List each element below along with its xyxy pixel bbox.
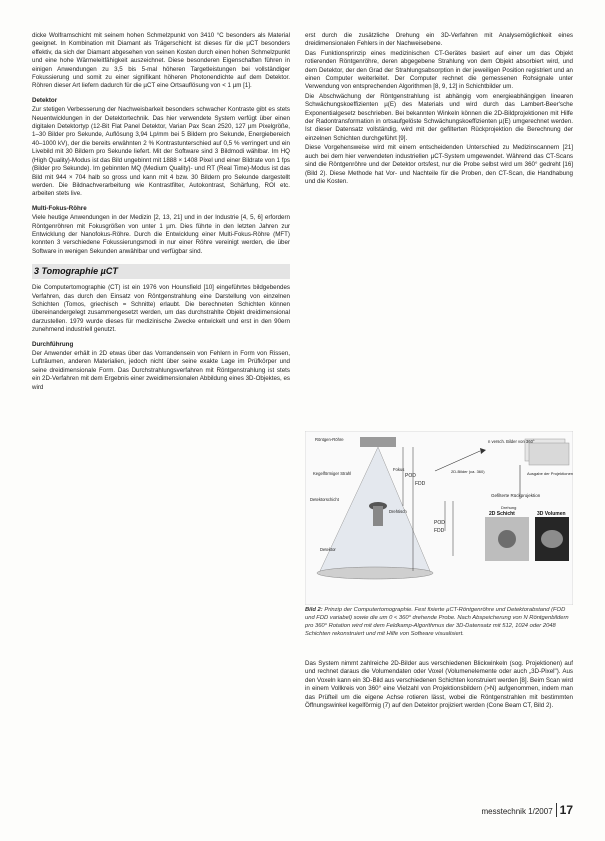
- durchfuehrung-paragraph: Der Anwender erhält in 2D etwas über das Vorrandensein von Fehlern in Form von Rissen, Lufträumen, anderen Materialien, jedoch nicht über seine exakte Lage im Prüfkörper und seine dreidimensionale Form. Das Durchstrahlungsverfahren mit Röntgenstrahlung ist stets ein 2D-Verfahren mit dem Ergebnis einer zweidimensionalen Abbildung eines 3D-Objektes, es wird: [32, 350, 290, 391]
- ct-diagram: [305, 431, 573, 605]
- label-drehung: Drehung: [501, 505, 517, 510]
- label-volumen: 3D Volumen: [537, 511, 566, 517]
- page-footer: [481, 803, 573, 817]
- multifokus-paragraph: Viele heutige Anwendungen in der Medizin [2, 13, 21] und in der Industrie [4, 5, 6] erfordern Röntgenröhren mit Fokusgrößen von unter 1 µm. Dies führte in den letzten Jahren zur Entwicklung der Nanofokus-Röhre. Durch die Entwicklung einer Multi-Fokus-Röhre (MFT) konnten 3 verschiedene Fokussierungsmodi in nur einer Röhre vereinigt werden, die über Software in wenigen Sekunden anwählbar und verfügbar sind.: [32, 214, 290, 255]
- label-2d: 2D-Bilder (ca. 360): [451, 469, 485, 474]
- figure-caption: [305, 606, 573, 638]
- section-paragraph: Die Computertomographie (CT) ist ein 1976 von Hounsfield [10] eingeführtes bildgebendes Verfahren, das durch den Einsatz von Röntgenstrahlung eine Darstellung von einzelnen Schichten (Tomos, griechisch = Schnitte) erlaubt. Die berechneten Schichten können übereinandergelegt zusammengesetzt werden, um das durchstrahlte Objekt dreidimensional darzustellen. 1979 wurde dieses für medizinische Zwecke entwickelt und erst in den 90ern zunehmend industriell genutzt.: [32, 284, 290, 334]
- right-paragraph-4: Diese Vorgehensweise wird mit einem entscheidenden Unterschied zu Medizinscannern [21] auch bei dem hier verwendeten industriellen µCT-System umgewendet. Während das CT-Scans sind die Röntgenröhre und der Detektor ortsfest, nur die Probe selbst wird um 360° gedreht [16] (Bild 2). Diese Methode hat Vor- und Nachteile für die Proben, den CT-Scan, die Handhabung und die Kosten.: [305, 144, 573, 185]
- durchfuehrung-heading: Durchführung: [32, 340, 74, 348]
- label-pod: POD: [405, 473, 416, 479]
- page-number: 17: [556, 803, 573, 817]
- right-column-bottom: [305, 660, 573, 711]
- label-fdd: FDD: [415, 481, 426, 487]
- multifokus-heading: Multi-Fokus-Röhre: [32, 204, 87, 212]
- label-pod2: POD: [434, 520, 445, 526]
- right-paragraph-2: Das Funktionsprinzip eines medizinischen CT-Gerätes basiert auf einer um das Objekt rotierenden Röntgenröhre, deren abgegebene Strahlung von dem Objekt absorbiert wird, und dem Detektor, der den Grad der Strahlungsabsorption in der jeweiligen Position registriert und an einen Computer weiterleitet. Der Computer rechnet die gemessenen Rohsignale unter Verwendung von entsprechenden Algorithmen [8, 9, 12] in Schichtbilder um.: [305, 49, 573, 91]
- detector-shape: [317, 567, 433, 579]
- label-focal: Fokus: [393, 467, 405, 472]
- label-gefiltert: Gefilterte Rückprojektion: [491, 493, 541, 498]
- label-ausgabe: Ausgabe der Projektionen: [527, 471, 573, 476]
- section-heading: 3 Tomographie µCT: [34, 266, 118, 277]
- section-heading-bar: [32, 264, 290, 279]
- detektor-heading: Detektor: [32, 96, 58, 104]
- ct-principle-figure: [305, 431, 573, 605]
- label-kegel: Kegelförmiger Strahl: [313, 471, 352, 476]
- label-objekt: Detektorschicht: [310, 497, 339, 502]
- intro-paragraph: dicke Wolframschicht mit seinem hohen Schmelzpunkt von 3410 °C besonders als Material geeignet. In Kombination mit Diamant als Trägerschicht ist dieses für die µCT besonders effektiv, da sich der Diamant abgesehen von seinen Kosten durch einen hohen Schmelzpunkt und eine hohe Wärmeleitfähigkeit auszeichnet. Diese besonderen Eigenschaften führen in einigen Anwendungen zu 3,5 bis 5-mal höheren Targetleistungen bei vollständiger Fokussierung und somit zu einer signifikant höheren Photonendichte auf dem Detektor. Röhren dieser Art liefern dadurch für die µCT eine Ortsauflösung von < 1 µm [1].: [32, 32, 290, 90]
- left-column: [32, 32, 290, 393]
- xray-tube-shape: [360, 437, 396, 447]
- journal-name: messtechnik 1/2007: [481, 807, 553, 816]
- label-roentgen: Röntgen-Röhre: [315, 437, 344, 442]
- label-auswahl: n versch. Bilder von 360°: [488, 439, 535, 444]
- rotation-stage-shape: [373, 506, 383, 526]
- label-drehtisch: Drehtisch: [389, 509, 407, 514]
- right-paragraph-3: Die Abschwächung der Röntgenstrahlung ist abhängig vom energieabhängigen linearen Schwächungskoeffizienten µ(E) des Materials und wird durch das Lambert-Beer'sche Exponentialgesetz beschrieben. Bei bekannten Winkeln können die 2D-Bildprojektionen mit Hilfe der Radontransformation in ortsaufgelöste Schwächungskoeffizienten µ(E) umgerechnet werden. Ist dieser Datensatz vollständig, wird mit der gefilterten Rückprojektion die Berechnung der einzelnen Schichten durchgeführt [9].: [305, 92, 573, 142]
- label-schicht: 2D Schicht: [489, 511, 515, 517]
- caption-text: Prinzip der Computertomographie. Fest fixierte µCT-Röntgenröhre und Detektorabstand (FOD und FDD variabel) sowie die um 0 < 360° drehende Probe. Nach Abspeicherung von N Röntgenbildern pro 360° Rotation wird mit dem Feldkamp-Algorithmus der 3D-Datensatz mit 512, 1024 oder 2048 Schichten rekonstruiert und mit Hilfe von Software visualisiert.: [305, 607, 569, 637]
- label-fdd2: FDD: [434, 528, 445, 534]
- label-detektor: Detektor: [320, 547, 336, 552]
- right-column-top: [305, 32, 573, 187]
- detektor-paragraph: Zur stetigen Verbesserung der Nachweisbarkeit besonders schwacher Kontraste gibt es stets Neuentwicklungen in der Detektortechnik. Das hier verwendete System verfügt über einen digitalen Detektortyp (12-Bit Flat Panel Detektor, Varian Pax Scan 2520, 127 µm Pixelgröße, 1–30 Bilder pro Sekunde, Auflösung 3,94 Lp/mm bei 5 Bildern pro Sekunde, Energiebereich 40–1000 kV), der die bereits erwähnten 2 % Kontrastunterschied auf 0,5 % verringert und ein Livebild mit 30 Bildern pro Sekunde liefert. Mit der Software sind 3 Bildmodi wählbar. Im HQ (High Quality)-Modus ist das Bild ungebinnt mit 1888 × 1408 Pixel und einer Bildrate von 1 fps (Bilder pro Sekunde). Im gebinnten MQ (Medium Quality)- und RT (Real Time)-Modus ist das Bild mit 944 × 704 halb so gross und kann mit 4 bzw. 30 Bildern pro Sekunde dargestellt werden. Die Bildnachverarbeitung wie Kontrastfilter, Autokontrast, Schärfung, ROI etc. arbeiten stets live.: [32, 106, 290, 198]
- right-bottom-paragraph: Das System nimmt zahlreiche 2D-Bilder aus verschiedenen Blickwinkeln (sog. Projektionen) auf und rechnet daraus die Volumendaten oder Voxel (Volumenelemente oder auch „3D-Pixel"). Aus den Voxeln kann ein 3D-Bild aus verschiedenen Schichten konstruiert werden [8]. Beim Scan wird in einem Vollkreis von 360° eine Vielzahl von Projektionsbildern (>N) aufgenommen, indem man das Prüfteil um die eigene Achse rotieren lässt, wobei die Röntgenstrahlen mit bestimmten Öffnungswinkel kegelförmig (7) auf den Detektor projiziert werden (Cone Beam CT, Bild 2).: [305, 660, 573, 710]
- caption-label: Bild 2:: [305, 607, 323, 613]
- right-paragraph-1: erst durch die zusätzliche Drehung ein 3D-Verfahren mit Analysemöglichkeit eines dreidimensionalen Fehlers in der Nachweisebene.: [305, 32, 573, 48]
